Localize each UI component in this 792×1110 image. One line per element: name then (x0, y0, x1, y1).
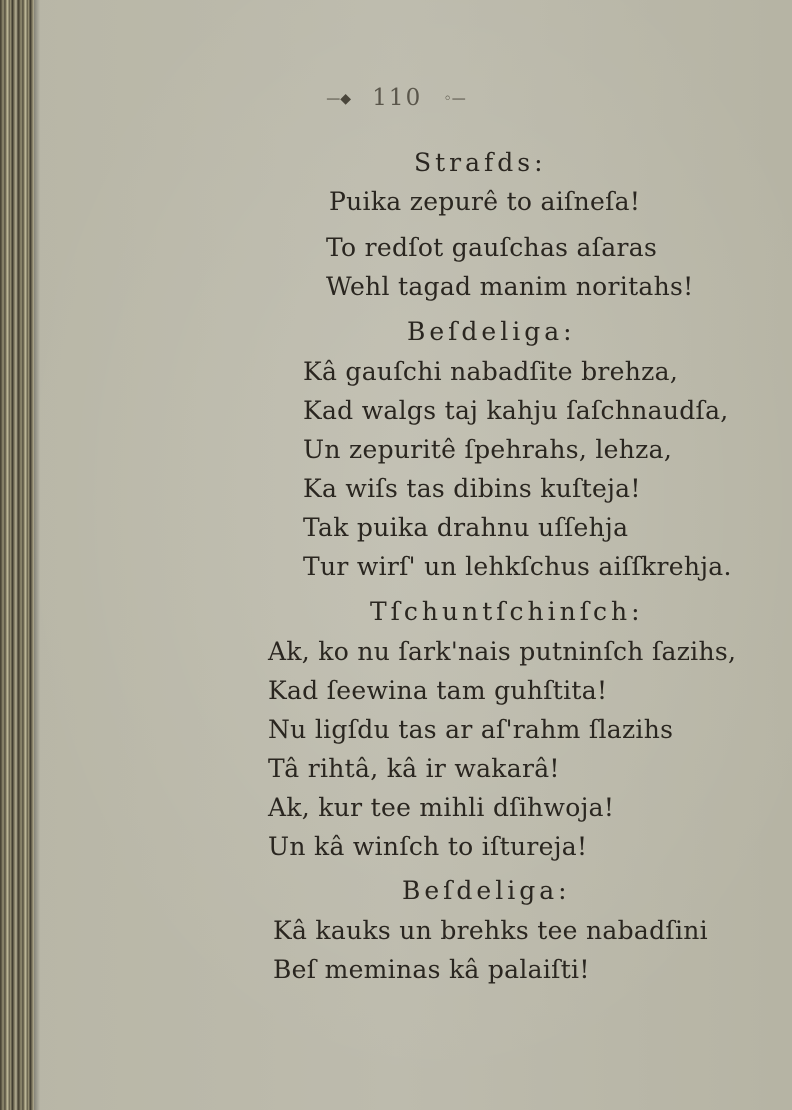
verse-line: Nu ligſdu tas ar aſ'rahm ſlazihs (268, 715, 674, 744)
verse-line: Tur wirſ' un lehkſchus aiſſkrehja. (303, 552, 732, 581)
speaker-heading: Beſdeliga: (402, 876, 571, 905)
verse-line: Wehl tagad manim noritahs! (326, 272, 694, 301)
speaker-heading: Strafds: (414, 148, 547, 177)
verse-line: Ak, kur tee mihli dſihwoja! (268, 793, 615, 822)
speaker-heading: Beſdeliga: (407, 317, 576, 346)
verse-line: Ka wiſs tas dibins kuſteja! (303, 474, 641, 503)
ornament-left: —◆ (326, 91, 351, 107)
verse-line: Un kâ winſch to iſtureja! (268, 832, 588, 861)
speaker-heading: Tſchuntſchinſch: (370, 597, 644, 626)
verse-line: Un zepuritê ſpehrahs, lehza, (303, 435, 673, 464)
verse-line: Tâ rihtâ, kâ ir wakarâ! (268, 754, 560, 783)
verse-line: Beſ meminas kâ palaiſti! (273, 955, 590, 984)
ornament-right: ◦— (443, 91, 466, 107)
verse-line: Kâ gauſchi nabadſite brehza, (303, 357, 679, 386)
verse-line: Ak, ko nu ſark'nais putninſch ſazihs, (268, 637, 737, 666)
verse-line: Tak puika drahnu uſſehja (303, 513, 629, 542)
verse-line: To redſot gauſchas aſaras (326, 233, 658, 262)
verse-line: Kâ kauks un brehks tee nabadſini (273, 916, 708, 945)
page-number: 110 (372, 85, 423, 111)
verse-line: Puika zepurê to aiſneſa! (329, 187, 641, 216)
verse-line: Kad ſeewina tam guhſtita! (268, 676, 608, 705)
verse-line: Kad walgs taj kahju ſaſchnaudſa, (303, 396, 729, 425)
